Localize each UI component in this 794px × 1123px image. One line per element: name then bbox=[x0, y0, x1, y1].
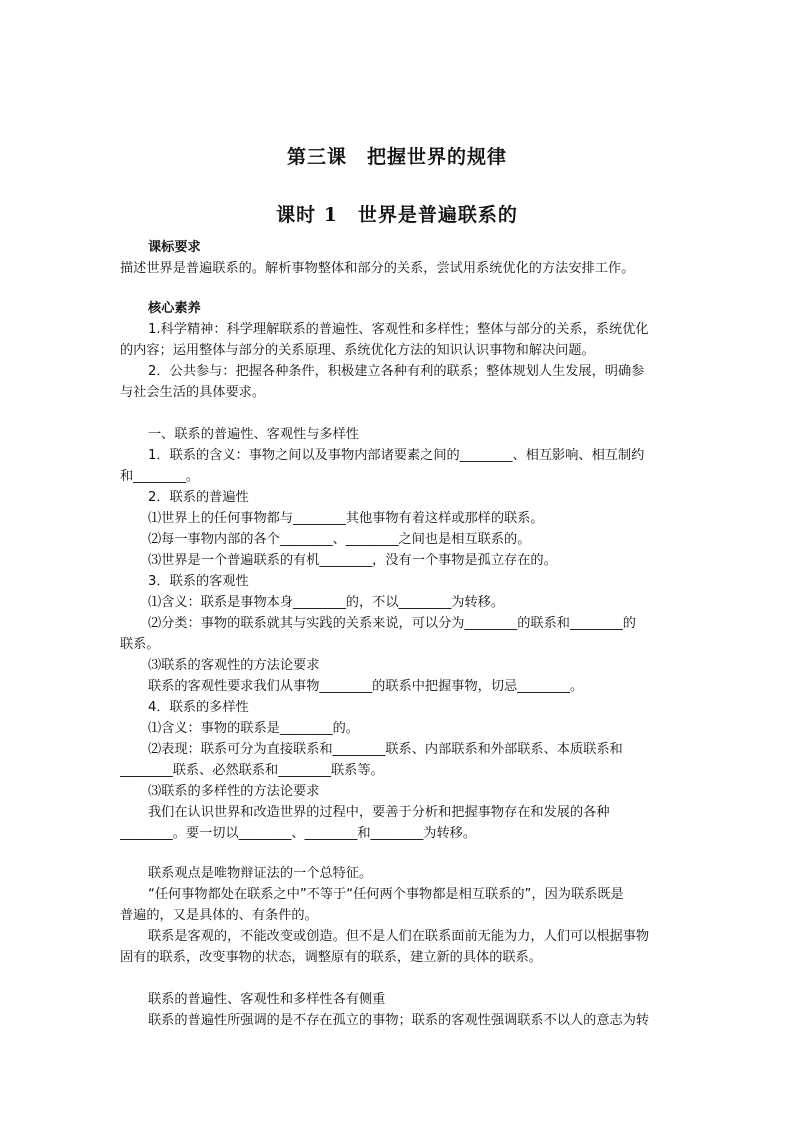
note-line: 联系观点是唯物辩证法的一个总特征。 bbox=[148, 866, 373, 881]
section-heading-core-literacy: 核心素养 bbox=[148, 301, 201, 316]
paragraph-line: 3．联系的客观性 bbox=[148, 574, 249, 589]
paragraph-line: ⑴含义：事物的联系是________的。 bbox=[148, 721, 359, 736]
paragraph-line: ⑴世界上的任何事物都与________其他事物有着这样或那样的联系。 bbox=[148, 511, 544, 526]
paragraph-line: ⑶联系的多样性的方法论要求 bbox=[148, 784, 320, 799]
paragraph-line: 联系。 bbox=[120, 637, 160, 652]
paragraph-line: 2．联系的普遍性 bbox=[148, 490, 249, 505]
note-heading: 联系的普遍性、客观性和多样性各有侧重 bbox=[148, 992, 386, 1007]
paragraph-line: ⑶世界是一个普遍联系的有机________，没有一个事物是孤立存在的。 bbox=[148, 553, 557, 568]
paragraph-line: ⑵分类：事物的联系就其与实践的关系来说，可以分为________的联系和________的 bbox=[148, 616, 636, 631]
paragraph-line: 2．公共参与：把握各种条件，积极建立各种有利的联系；整体规划人生发展，明确参 bbox=[148, 364, 645, 379]
paragraph-line: 我们在认识世界和改造世界的过程中，要善于分析和把握事物存在和发展的各种 bbox=[148, 805, 610, 820]
paragraph-line: 和________。 bbox=[120, 469, 200, 484]
note-line: 普遍的，又是具体的、有条件的。 bbox=[120, 908, 318, 923]
paragraph-line: 与社会生活的具体要求。 bbox=[120, 385, 266, 400]
paragraph-line: ⑶联系的客观性的方法论要求 bbox=[148, 658, 320, 673]
paragraph-line: ⑵表现：联系可分为直接联系和________联系、内部联系和外部联系、本质联系和 bbox=[148, 742, 623, 757]
paragraph-line: 4．联系的多样性 bbox=[148, 700, 249, 715]
section-heading-curriculum: 课标要求 bbox=[148, 240, 201, 255]
note-line: 联系是客观的，不能改变或创造。但不是人们在联系面前无能为力，人们可以根据事物 bbox=[148, 929, 650, 944]
paragraph-line: 联系的客观性要求我们从事物________的联系中把握事物，切忌________。 bbox=[148, 679, 584, 694]
lesson-subtitle: 课时 1 世界是普遍联系的 bbox=[276, 204, 518, 226]
paragraph-line: 1.科学精神：科学理解联系的普遍性、客观性和多样性；整体与部分的关系，系统优化 bbox=[148, 322, 649, 337]
section-heading: 一、联系的普遍性、客观性与多样性 bbox=[148, 427, 359, 442]
paragraph-line: 描述世界是普遍联系的。解析事物整体和部分的关系，尝试用系统优化的方法安排工作。 bbox=[120, 261, 635, 276]
paragraph-line: 的内容；运用整体与部分的关系原理、系统优化方法的知识认识事物和解决问题。 bbox=[120, 343, 595, 358]
paragraph-line: ⑴含义：联系是事物本身________的，不以________为转移。 bbox=[148, 595, 505, 610]
paragraph-line: ________联系、必然联系和________联系等。 bbox=[120, 763, 384, 778]
paragraph-line: ⑵每一事物内部的各个________、________之间也是相互联系的。 bbox=[148, 532, 531, 547]
lesson-title: 第三课 把握世界的规律 bbox=[286, 146, 507, 168]
paragraph-line: ________。要一切以________、________和________为转移。 bbox=[120, 826, 477, 841]
note-line: 固有的联系，改变事物的状态，调整原有的联系，建立新的具体的联系。 bbox=[120, 950, 542, 965]
paragraph-line: 1．联系的含义：事物之间以及事物内部诸要素之间的________、相互影响、相互制约 bbox=[148, 448, 645, 463]
note-line: 联系的普遍性所强调的是不存在孤立的事物；联系的客观性强调联系不以人的意志为转 bbox=[148, 1013, 650, 1028]
note-line: “任何事物都处在联系之中”不等于“任何两个事物都是相互联系的”，因为联系既是 bbox=[148, 887, 624, 902]
